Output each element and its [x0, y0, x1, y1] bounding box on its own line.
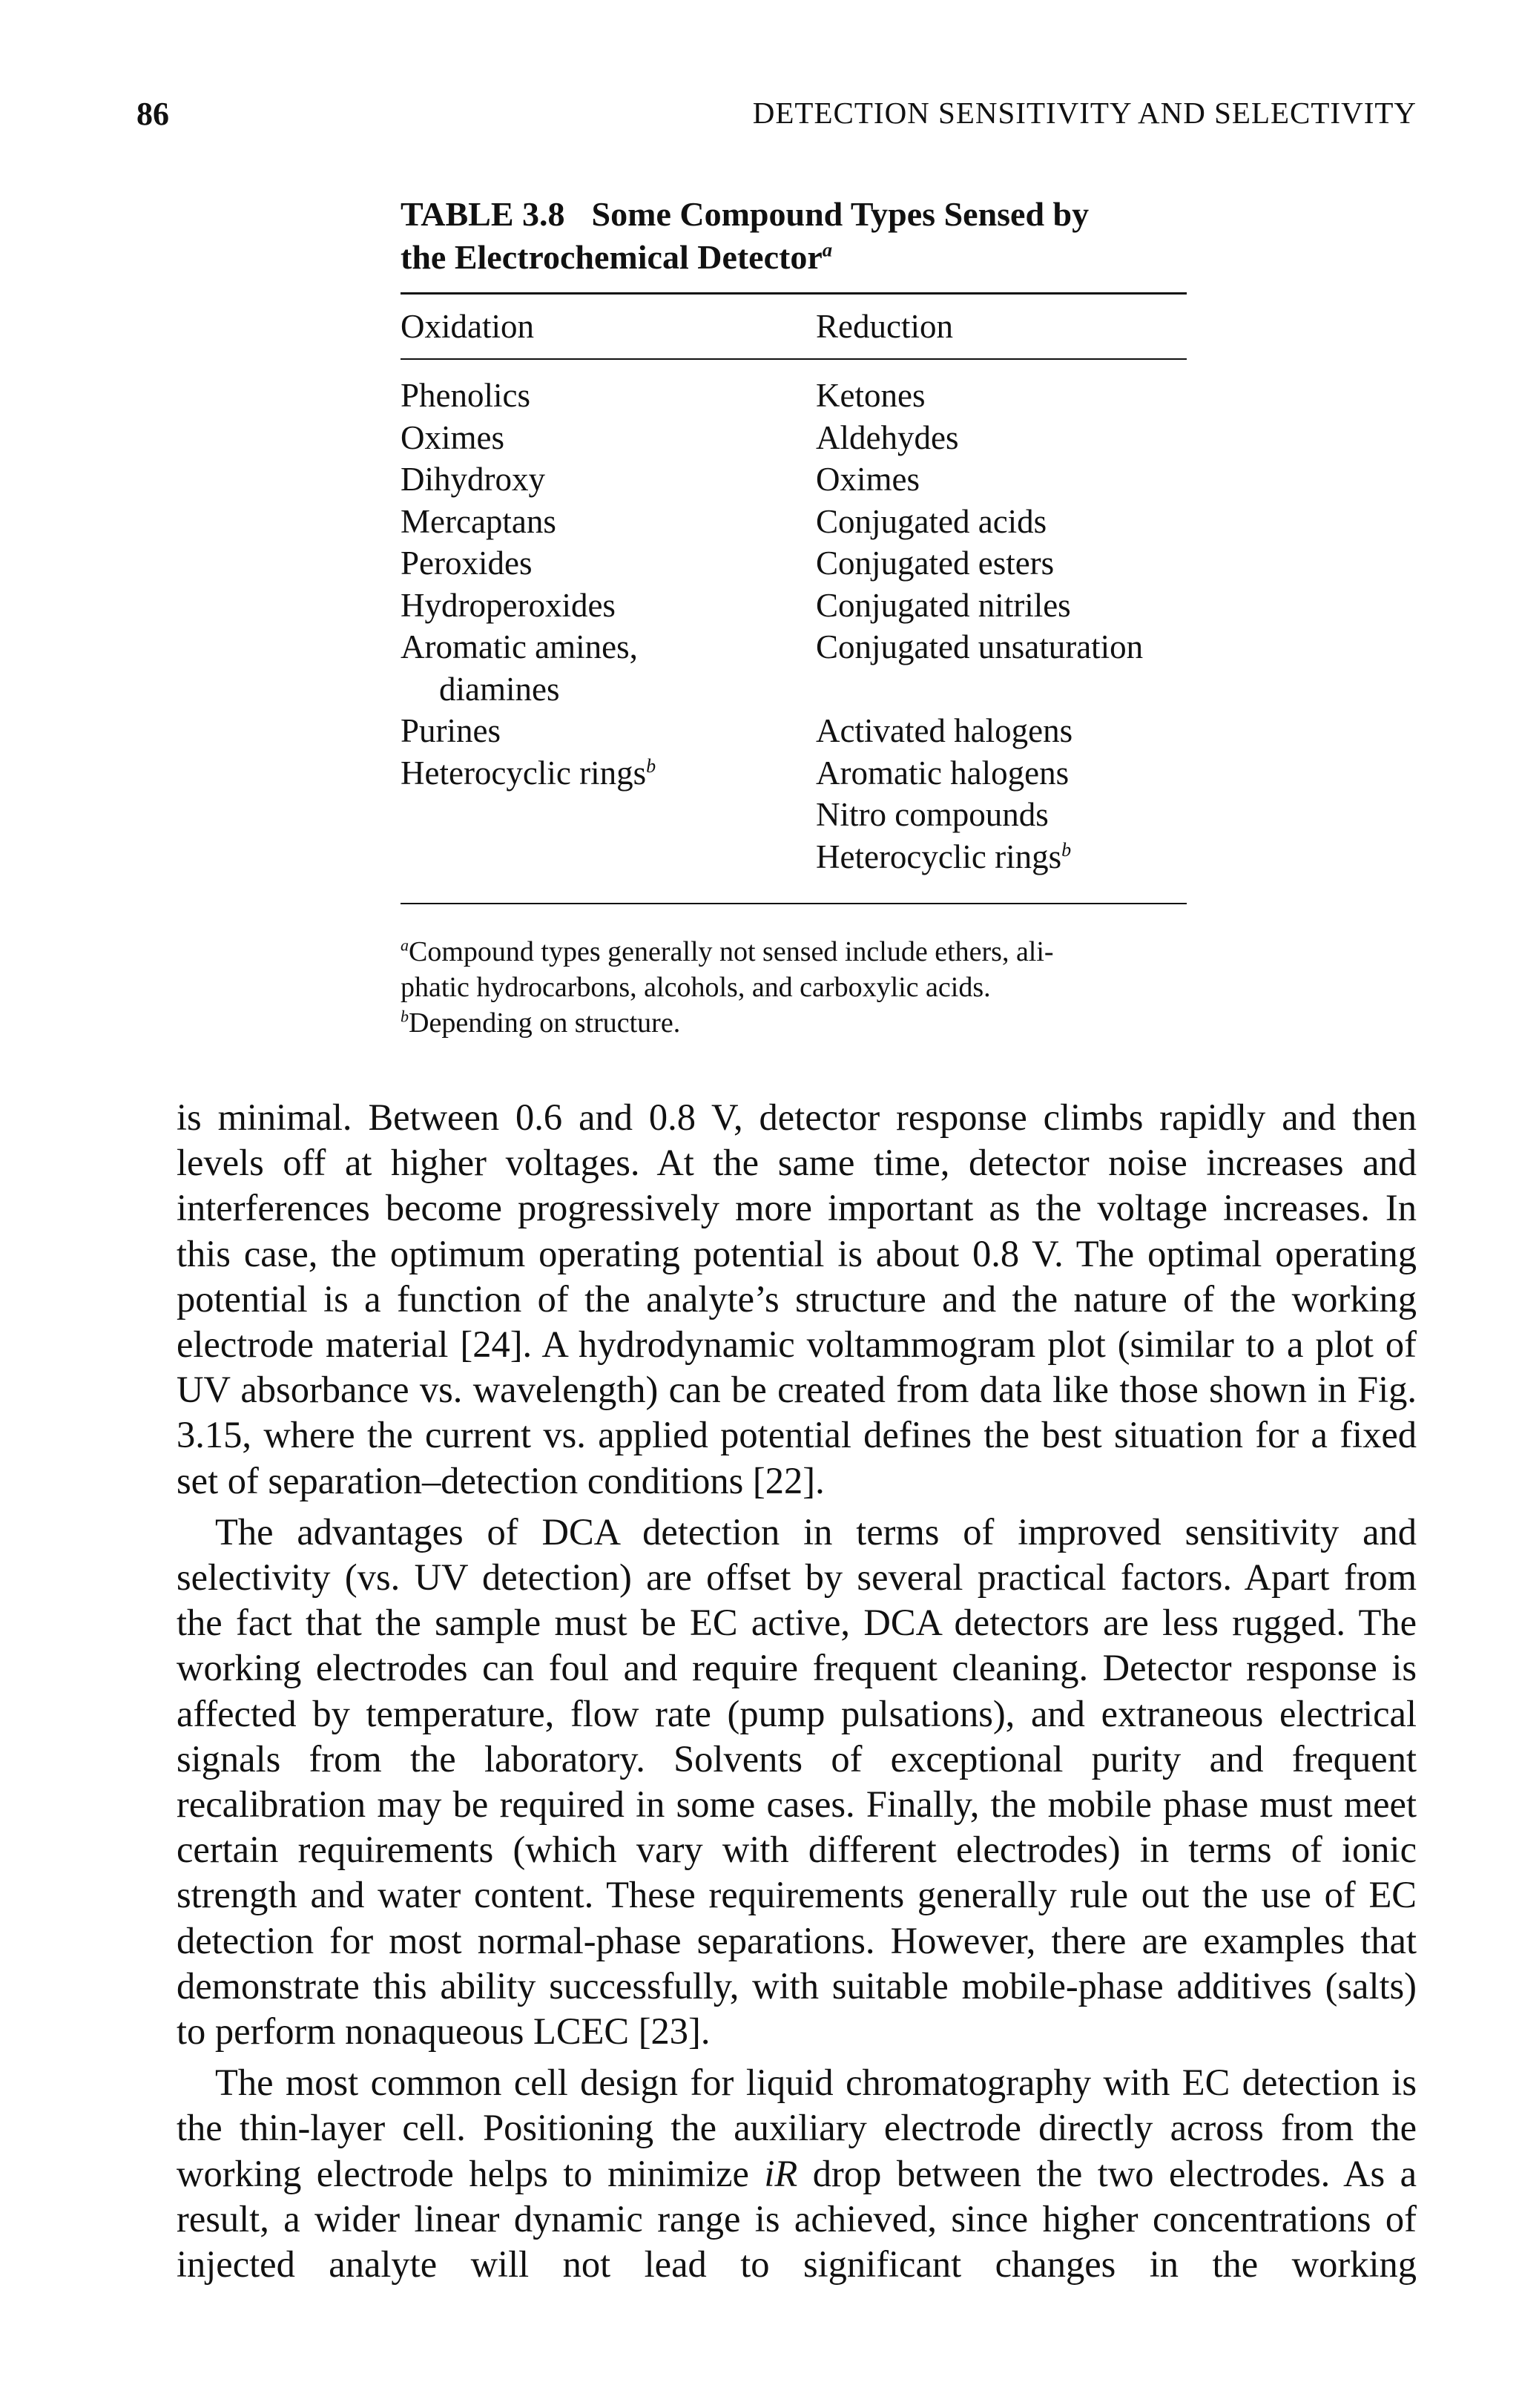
paragraph-2: The advantages of DCA detection in terms of improved sensitivity and selectivity (vs. UV detection) are offset by several practical factors. Apart from the fact that the sample must be EC active, DCA detectors are less rugged. The working electrodes can foul and require frequent cleaning. Detector response is affected by temperature, flow rate (pump pulsations), and extraneous electrical signals from the laboratory. Solvents of exceptional purity and frequent recalibration may be required in some cases. Finally, the mobile phase must meet certain requirements (which vary with different electrodes) in terms of ionic strength and water content. These requirements generally rule out the use of EC detection for most normal-phase separations. However, there are examples that demonstrate this ability successfully, with suitable mobile-phase additives (salts) to perform nonaqueous LCEC [23]. [177, 1510, 1417, 2053]
footnote-text: Depending on structure. [409, 1007, 681, 1039]
table-cell: Oximes [816, 461, 920, 498]
table-header-row [401, 295, 1187, 358]
footnote-mark: b [1061, 838, 1072, 861]
table-cell: Purines [401, 712, 501, 749]
table-cell: Hydroperoxides [401, 586, 616, 624]
column-header-reduction: Reduction [816, 308, 953, 345]
table-cell: Peroxides [401, 545, 533, 582]
table-cell [401, 752, 816, 795]
table-cell: Aromatic amines, [401, 628, 638, 665]
table-cell [816, 836, 1187, 878]
footnote-a [401, 934, 1172, 1005]
footnote-mark: b [646, 754, 656, 777]
paragraph-1: is minimal. Between 0.6 and 0.8 V, detector response climbs rapidly and then levels off at higher voltages. At the same time, detector noise increases and interferences become progressively more important as the voltage increases. In this case, the optimum operating potential is about 0.8 V. The optimal operating potential is a function of the analyte’s structure and the nature of the working electrode material [24]. A hydrodynamic voltammogram plot (similar to a plot of UV absorbance vs. wavelength) can be created from data like those shown in Fig. 3.15, where the current vs. applied potential defines the best situation for a fixed set of separation–detection conditions [22]. [177, 1096, 1417, 1501]
table-cell: Phenolics [401, 377, 530, 414]
paragraph-3 [177, 2060, 1417, 2287]
table-cell-text: Heterocyclic rings [816, 838, 1062, 875]
table-cell: Conjugated acids [816, 502, 1047, 540]
oxidation-column [401, 375, 816, 878]
table-cell: Aromatic halogens [816, 754, 1070, 792]
footnote-mark: a [401, 935, 409, 955]
table-cell: Conjugated nitriles [816, 586, 1071, 624]
footnote-mark: b [401, 1007, 409, 1026]
table-spacer [816, 668, 1187, 711]
table-cell: Nitro compounds [816, 796, 1049, 833]
table-footnotes [401, 934, 1172, 1041]
table-3-8 [401, 193, 1187, 1041]
table-cell: Oximes [401, 418, 504, 456]
table-cell: Conjugated esters [816, 545, 1055, 582]
table-cell: Mercaptans [401, 502, 556, 540]
table-cell: Activated halogens [816, 712, 1073, 749]
paragraph-3-text-cont: drop between the two electrodes. As a result, a wider linear dynamic range is achieved, since higher concentrations of injected analyte will not lead to significant changes in the working [177, 2152, 1417, 2286]
table-cell: diamines [439, 670, 560, 708]
table-cell: Ketones [816, 377, 926, 414]
footnote-b [401, 1005, 1172, 1041]
table-title-line2: the Electrochemical Detector [401, 238, 823, 276]
table-title [401, 193, 1187, 279]
table-cell: Aldehydes [816, 418, 959, 456]
table-cell: Dihydroxy [401, 461, 545, 498]
body-text [177, 1095, 1417, 2287]
footnote-text: Compound types generally not sensed include ethers, ali- [409, 936, 1054, 967]
table-bottom-rule [401, 903, 1187, 904]
table-cell: Conjugated unsaturation [816, 628, 1144, 665]
table-body [401, 360, 1187, 903]
table-cell-text: Heterocyclic rings [401, 754, 647, 792]
footnote-text: phatic hydrocarbons, alcohols, and carboxylic acids. [401, 972, 991, 1003]
reduction-column [816, 375, 1187, 878]
table-title-footnote-mark: a [822, 238, 833, 261]
table-title-line1: Some Compound Types Sensed by [591, 195, 1090, 233]
paragraph-3-text: The most common cell design for liquid chromatography with EC detection is the thin-layer cell. Positioning the auxiliary electrode directly across from the working electrode helps to minimize [177, 2062, 1417, 2194]
column-header-oxidation: Oxidation [401, 308, 534, 345]
table-label: TABLE 3.8 [401, 195, 565, 233]
paragraph-3-italic: iR [764, 2152, 798, 2194]
running-title: DETECTION SENSITIVITY AND SELECTIVITY [752, 96, 1417, 130]
running-head [0, 95, 1519, 139]
page-number: 86 [136, 96, 169, 132]
